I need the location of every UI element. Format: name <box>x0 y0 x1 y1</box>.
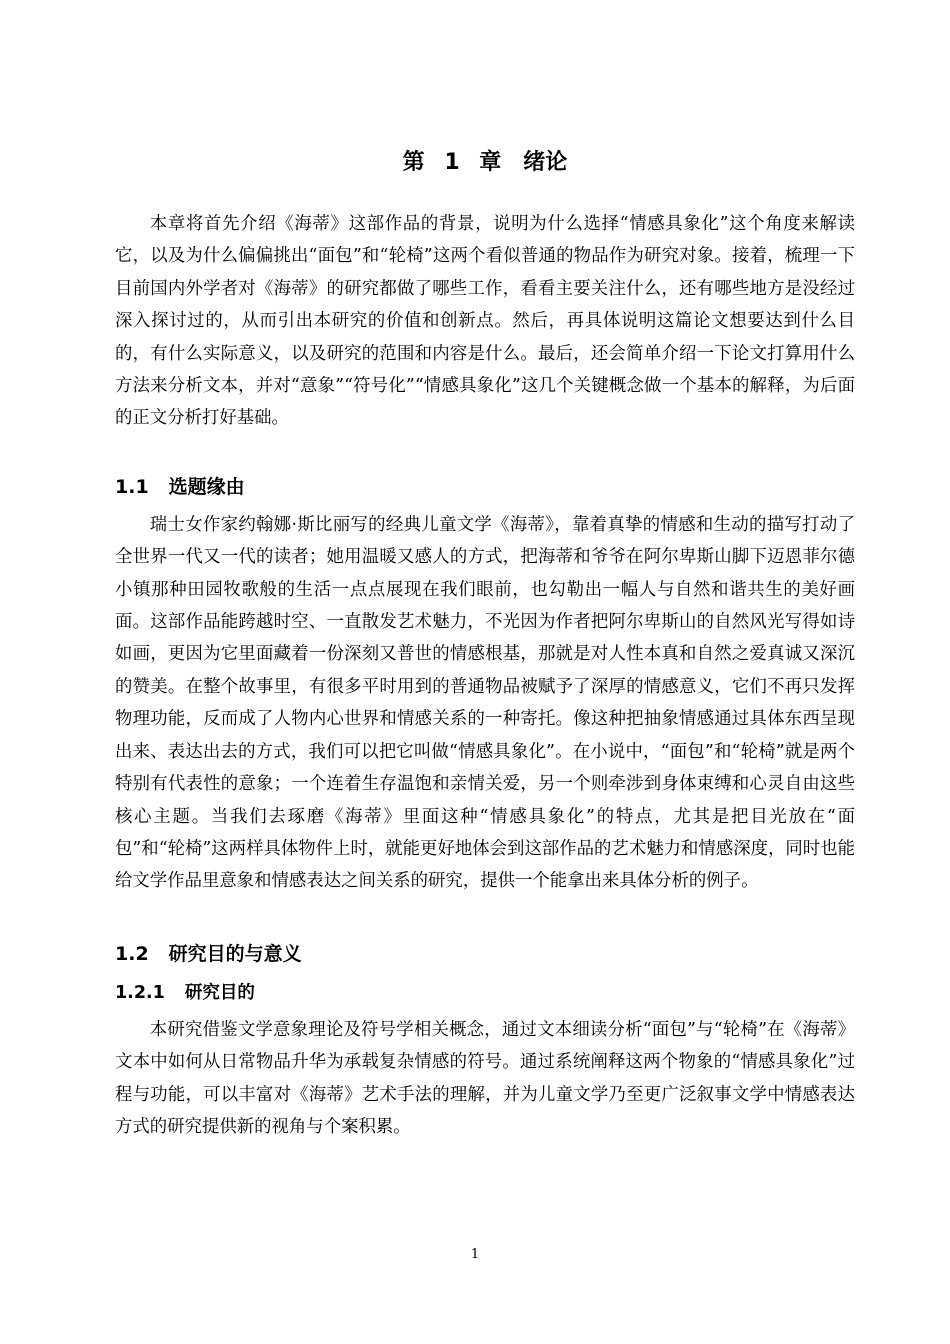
section-title: 研究目的与意义 <box>168 942 302 965</box>
chapter-title: 第 1 章 绪论 <box>402 150 568 175</box>
page-content <box>115 148 855 1143</box>
section-number: 1.1 <box>115 475 149 498</box>
subsection-heading-1-2-1 <box>115 980 855 1006</box>
section-1-1-paragraph: 瑞士女作家约翰娜·斯比丽写的经典儿童文学《海蒂》，靠着真挚的情感和生动的描写打动了全世界一代又一代的读者；她用温暖又感人的方式，把海蒂和爷爷在阿尔卑斯山脚下迈恩菲尔德小镇那种田园牧歌般的生活一点点展现在我们眼前，也勾勒出一幅人与自然和谐共生的美好画面。这部作品能跨越时空、一直散发艺术魅力，不光因为作者把阿尔卑斯山的自然风光写得如诗如画，更因为它里面藏着一份深刻又普世的情感根基，那就是对人性本真和自然之爱真诚又深沉的赞美。在整个故事里，有很多平时用到的普通物品被赋予了深厚的情感意义，它们不再只发挥物理功能，反而成了人物内心世界和情感关系的一种寄托。像这种把抽象情感通过具体东西呈现出来、表达出去的方式，我们可以把它叫做“情感具象化”。在小说中，“面包”和“轮椅”就是两个特别有代表性的意象；一个连着生存温饱和亲情关爱，另一个则牵涉到身体束缚和心灵自由这些核心主题。当我们去琢磨《海蒂》里面这种“情感具象化”的特点，尤其是把目光放在“面包”和“轮椅”这两样具体物件上时，就能更好地体会到这部作品的艺术魅力和情感深度，同时也能给文学作品里意象和情感表达之间关系的研究，提供一个能拿出来具体分析的例子。 <box>115 514 855 892</box>
section-heading-1-1 <box>115 473 855 501</box>
page-number: 1 <box>470 1247 480 1262</box>
section-heading-1-2 <box>115 940 855 968</box>
subsection-number: 1.2.1 <box>115 982 165 1003</box>
section-1-2-1-paragraph: 本研究借鉴文学意象理论及符号学相关概念，通过文本细读分析“面包”与“轮椅”在《海蒂》文本中如何从日常物品升华为承载复杂情感的符号。通过系统阐释这两个物象的“情感具象化”过程与功能，可以丰富对《海蒂》艺术手法的理解，并为儿童文学乃至更广泛叙事文学中情感表达方式的研究提供新的视角与个案积累。 <box>115 1019 855 1137</box>
subsection-title: 研究目的 <box>184 982 255 1003</box>
intro-paragraph: 本章将首先介绍《海蒂》这部作品的背景，说明为什么选择“情感具象化”这个角度来解读它，以及为什么偏偏挑出“面包”和“轮椅”这两个看似普通的物品作为研究对象。接着，梳理一下目前国内外学者对《海蒂》的研究都做了哪些工作，看看主要关注什么，还有哪些地方是没经过深入探讨过的，从而引出本研究的价值和创新点。然后，再具体说明这篇论文想要达到什么目的，有什么实际意义，以及研究的范围和内容是什么。最后，还会简单介绍一下论文打算用什么方法来分析文本，并对“意象”“符号化”“情感具象化”这几个关键概念做一个基本的解释，为后面的正文分析打好基础。 <box>115 214 855 429</box>
section-number: 1.2 <box>115 942 149 965</box>
section-title: 选题缘由 <box>168 475 245 498</box>
